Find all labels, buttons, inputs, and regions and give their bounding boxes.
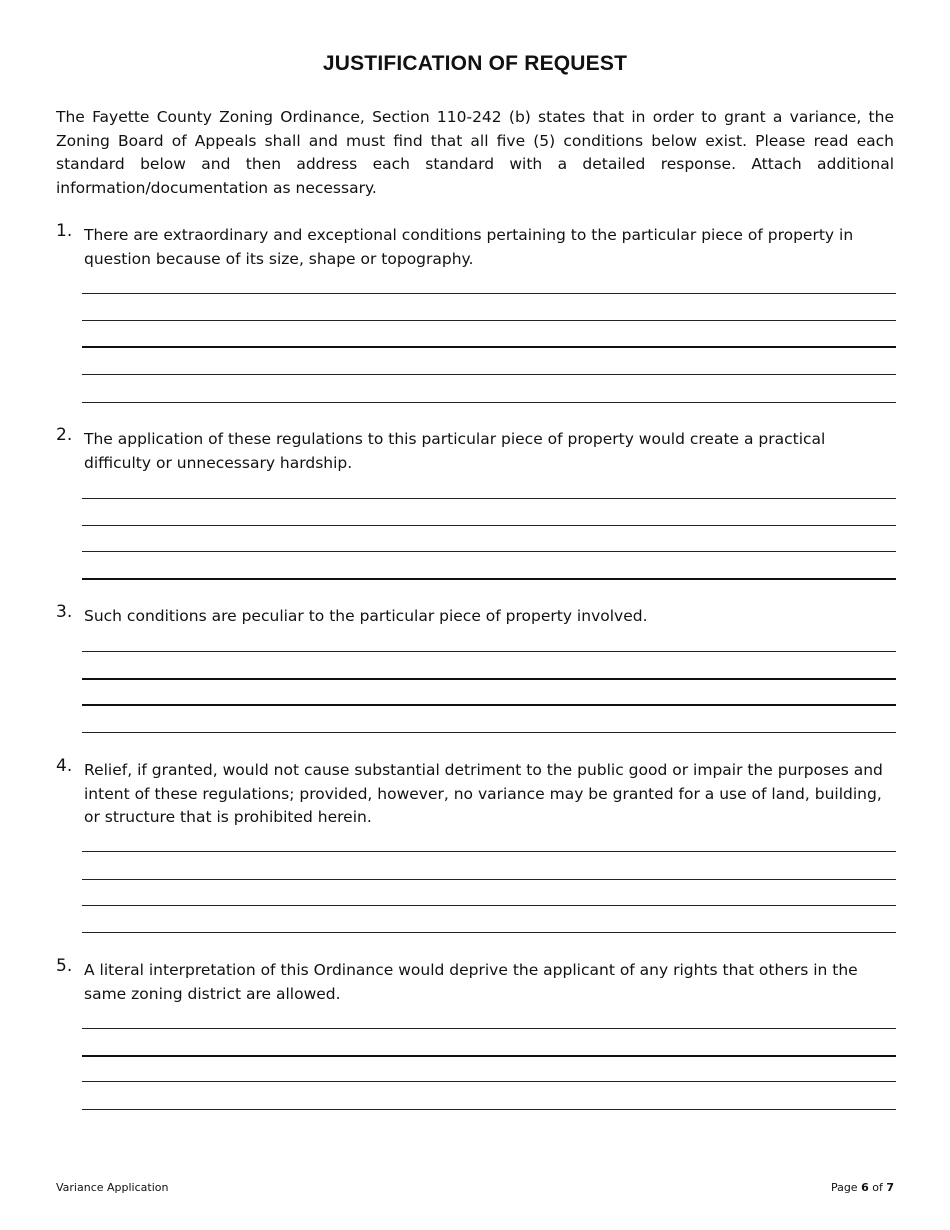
answer-line[interactable]	[82, 374, 896, 375]
question-5	[56, 956, 896, 1006]
answer-line[interactable]	[82, 678, 896, 680]
answer-line[interactable]	[82, 1055, 896, 1057]
question-text: Relief, if granted, would not cause substantial detriment to the public good or impair the purposes and intent of these regulations; provided, however, no variance may be granted for a use of land, building, or structure that is prohibited herein.	[84, 761, 883, 826]
answer-line[interactable]	[82, 704, 896, 706]
page-total: 7	[886, 1181, 894, 1194]
answer-line[interactable]	[82, 293, 896, 294]
answer-line[interactable]	[82, 525, 896, 526]
question-text: A literal interpretation of this Ordinance would deprive the applicant of any rights that others in the same zoning district are allowed.	[84, 961, 858, 1003]
question-3	[56, 602, 896, 629]
answer-line[interactable]	[82, 551, 896, 552]
answer-line[interactable]	[82, 498, 896, 499]
answer-line[interactable]	[82, 578, 896, 580]
question-number: 1.	[56, 221, 73, 241]
question-text: There are extraordinary and exceptional conditions pertaining to the particular piece of property in question because of its size, shape or topography.	[84, 226, 854, 268]
answer-line[interactable]	[82, 1081, 896, 1082]
page-current: 6	[861, 1181, 869, 1194]
answer-line[interactable]	[82, 346, 896, 348]
answer-line[interactable]	[82, 402, 896, 403]
question-text: The application of these regulations to this particular piece of property would create a practical difficulty or unnecessary hardship.	[84, 430, 826, 472]
question-1	[56, 221, 896, 271]
answer-line[interactable]	[82, 851, 896, 852]
answer-line[interactable]	[82, 905, 896, 906]
page-label: Page	[830, 1181, 858, 1194]
question-number: 2.	[56, 425, 73, 445]
answer-line[interactable]	[82, 651, 896, 652]
question-number: 3.	[56, 602, 73, 622]
answer-line[interactable]	[82, 1109, 896, 1110]
footer-page-number	[831, 1181, 894, 1194]
page-title: JUSTIFICATION OF REQUEST	[322, 52, 628, 75]
page-of-label: of	[872, 1181, 883, 1194]
question-4	[56, 756, 896, 830]
question-number: 5.	[56, 956, 73, 976]
answer-line[interactable]	[82, 932, 896, 933]
question-text: Such conditions are peculiar to the particular piece of property involved.	[84, 607, 648, 625]
answer-line[interactable]	[82, 1028, 896, 1029]
intro-paragraph: The Fayette County Zoning Ordinance, Section 110-242 (b) states that in order to grant a variance, the Zoning Board of Appeals shall and must find that all five (5) conditions below exist. Please read each standard below and then address each standard with a detailed response. Attach additional information/documentation as necessary.	[56, 108, 894, 197]
answer-line[interactable]	[82, 732, 896, 733]
question-2	[56, 425, 896, 475]
answer-line[interactable]	[82, 879, 896, 880]
footer-document-name: Variance Application	[56, 1181, 169, 1194]
question-number: 4.	[56, 756, 73, 776]
answer-line[interactable]	[82, 320, 896, 321]
